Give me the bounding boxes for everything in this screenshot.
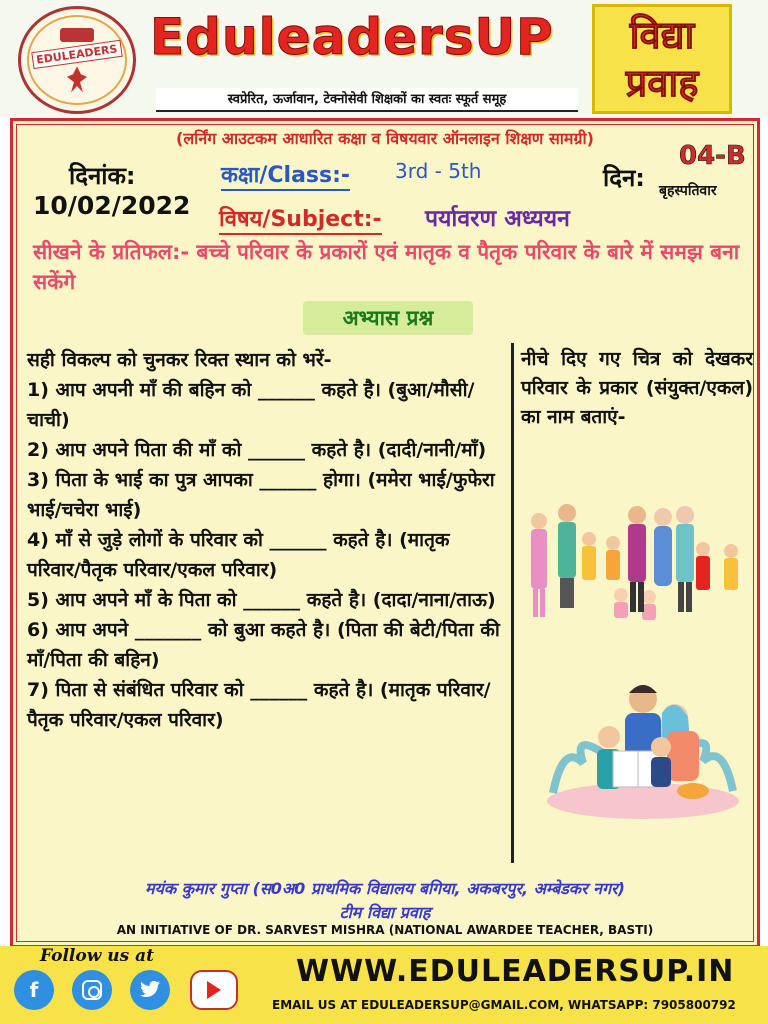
play-glyph [207,981,221,999]
subject-label: विषय/Subject:- [219,203,382,235]
joint-family-illustration [525,499,761,639]
instagram-icon[interactable] [72,970,112,1010]
bird-glyph [139,981,161,999]
question-item: 1) आप अपनी माँ की बहिन को ______ कहते है। (बुआ/मौसी/चाची) [27,379,475,431]
camera-glyph [82,980,102,1000]
youtube-icon[interactable] [190,970,238,1010]
practice-questions-title: अभ्यास प्रश्न [303,301,473,335]
brand-main: Eduleaders [150,8,475,66]
worksheet-card [10,118,760,948]
nuclear-family-illustration [543,673,743,823]
brand-title [150,8,590,80]
day-label: दिन: [603,164,645,192]
tagline: स्वप्रेरित, ऊर्जावान, टेक्नोसेवी शिक्षकों का स्वतः स्फूर्त समूह [156,88,578,112]
author-credit: मयंक कुमार गुप्ता (स0अ0 प्राथमिक विद्यालय बगिया, अकबरपुर, अम्बेडकर नगर) [145,879,625,898]
question-item: 7) पिता से संबंधित परिवार को ______ कहते है। (मातृक परिवार/पैतृक परिवार/एकल परिवार) [27,679,491,731]
brand-up: UP [474,8,554,66]
badge-line-1: विद्या [629,13,695,57]
follow-us-label: Follow us at [40,946,155,966]
column-divider [511,343,514,863]
header [0,0,768,118]
facebook-icon[interactable]: f [14,970,54,1010]
questions-panel [27,345,505,735]
picture-question: नीचे दिए गए चित्र को देखकर परिवार के प्रकार (संयुक्त/एकल) का नाम बताएं- [521,348,753,428]
class-label: कक्षा/Class:- [221,159,350,191]
question-item: 6) आप अपने _______ को बुआ कहते है। (पिता की बेटी/पिता की माँ/पिता की बहिन) [27,619,500,671]
footer [0,946,768,1024]
instruction-text: सही विकल्प को चुनकर रिक्त स्थान को भरें- [27,349,332,371]
contact-info: EMAIL US AT EDULEADERSUP@GMAIL.COM, WHATSAPP: 7905800792 [272,998,736,1012]
date-value: 10/02/2022 [33,191,191,220]
class-value: 3rd - 5th [395,159,482,183]
material-heading: (लर्निंग आउटकम आधारित कक्षा व विषयवार ऑनलाइन शिक्षण सामग्री) [176,129,594,148]
sheet-code: 04-B [679,141,746,171]
vidya-pravah-badge [592,4,732,114]
day-value: बृहस्पतिवार [659,183,717,199]
question-item: 5) आप अपने माँ के पिता को ______ कहते है। (दादा/नाना/ताऊ) [27,589,496,611]
question-item: 2) आप अपने पिता की माँ को ______ कहते है। (दादी/नानी/माँ) [27,439,487,461]
question-item: 4) माँ से जुड़े लोगों के परिवार को ______ कहते है। (मातृक परिवार/पैतृक परिवार/एकल परिवार) [27,529,450,581]
eduleaders-logo[interactable] [18,6,136,114]
logo-text: EDULEADERS [31,39,122,68]
website-url[interactable]: WWW.EDULEADERSUP.IN [296,954,735,989]
team-credit: टीम विद्या प्रवाह [339,903,431,922]
learning-outcome: सीखने के प्रतिफल:- बच्चे परिवार के प्रकारों एवं मातृक व पैतृक परिवार के बारे में समझ बना सकेंगे [33,240,740,294]
date-label: दिनांक: [69,162,136,190]
badge-line-2: प्रवाह [625,61,699,105]
twitter-icon[interactable] [130,970,170,1010]
question-item: 3) पिता के भाई का पुत्र आपका ______ होगा। (ममेरा भाई/फुफेरा भाई/चचेरा भाई) [27,469,495,521]
initiative-credit: AN INITIATIVE OF DR. SARVEST MISHRA (NATIONAL AWARDEE TEACHER, BASTI) [116,923,654,937]
subject-value: पर्यावरण अध्ययन [425,206,570,232]
